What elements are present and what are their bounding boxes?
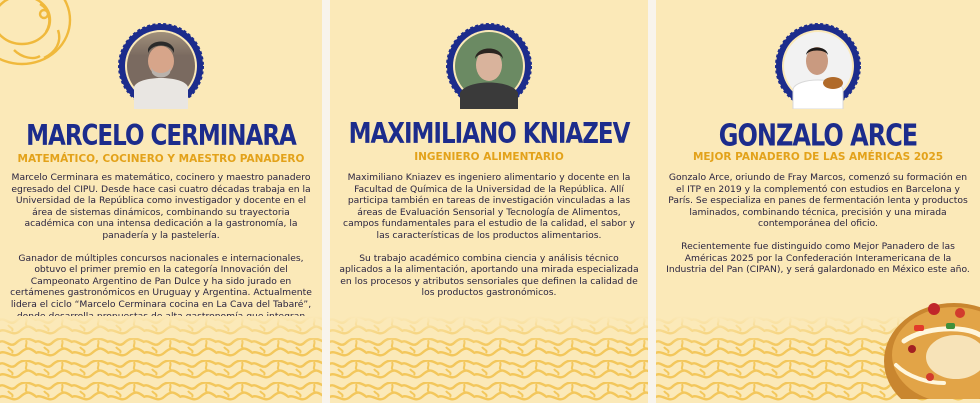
bio-paragraph: Maximiliano Kniazev es ingeniero alimentario y docente en la Facultad de Química de la Universidad de la República. Allí participa también en tareas de investigación vinculadas a las áreas de Evaluación Sensorial y Tecnología de Alimentos, campos fundamentales para el estudio de la calidad, el sabor y las características de los productos alimentarios. [343, 172, 635, 241]
profile-card-marcelo [0, 0, 322, 403]
profile-photo-badge [446, 23, 532, 109]
profile-title: MATEMÁTICO, COCINERO Y MAESTRO PANADERO [17, 153, 305, 165]
profile-photo-badge [775, 23, 861, 109]
bio-paragraph: Marcelo Cerminara es matemático, cocinero y maestro panadero egresado del CIPU. Desde hace casi cuatro décadas trabaja en la Universidad de la República como investigador y docente en el área de sistemas dinámicos, combinando su trayectoria académica con una intensa dedicación a la gastronomía, la panadería y la pastelería. [11, 172, 311, 241]
profile-card-gonzalo [656, 0, 980, 403]
profile-name: GONZALO ARCE [718, 118, 918, 153]
profile-name: MAXIMILIANO KNIAZEV [348, 118, 630, 151]
wave-pattern-decoration [330, 316, 648, 403]
bio-paragraph: Ganador de múltiples concursos nacionales e internacionales, obtuvo el primer premio en la categoría Innovación del Campeonato Argentino de Pan Dulce y ha sido jurado en certámenes gastronómicos en Uruguay y Argentina. Actualmente lidera el ciclo “Marcelo Cerminara cocina en La Cava del Tabaré”, [10, 252, 312, 310]
bio-paragraph: Recientemente fue distinguido como Mejor Panadero de las Américas 2025 por la Confederación Interamericana de la Industria del Pan (CIPAN), y será galardonado en México este año. [666, 240, 970, 276]
bio-paragraph: Gonzalo Arce, oriundo de Fray Marcos, comenzó su formación en el ITP en 2019 y la complementó con estudios en Barcelona y París. Se especializa en panes de fermentación lenta y productos laminados, combinando técnica, precisión y una mirada contemporánea del oficio. [668, 172, 968, 230]
profile-bio [338, 172, 640, 299]
bio-paragraph: Su trabajo académico combina ciencia y análisis técnico aplicados a la alimentación, aportando una mirada especializada en los procesos y atributos sensoriales que definen la calidad de los productos gastronómicos. [339, 252, 639, 299]
profile-title: INGENIERO ALIMENTARIO [414, 151, 564, 163]
profile-title: MEJOR PANADERO DE LAS AMÉRICAS 2025 [692, 151, 944, 163]
rosca-bread-illustration [884, 291, 980, 403]
profile-name: MARCELO CERMINARA [26, 120, 296, 153]
profile-photo-badge [118, 23, 204, 109]
profile-bio [664, 172, 972, 276]
profile-card-maximiliano [330, 0, 648, 403]
wave-pattern-decoration [0, 316, 322, 403]
bread-outline-decoration [0, 0, 80, 84]
